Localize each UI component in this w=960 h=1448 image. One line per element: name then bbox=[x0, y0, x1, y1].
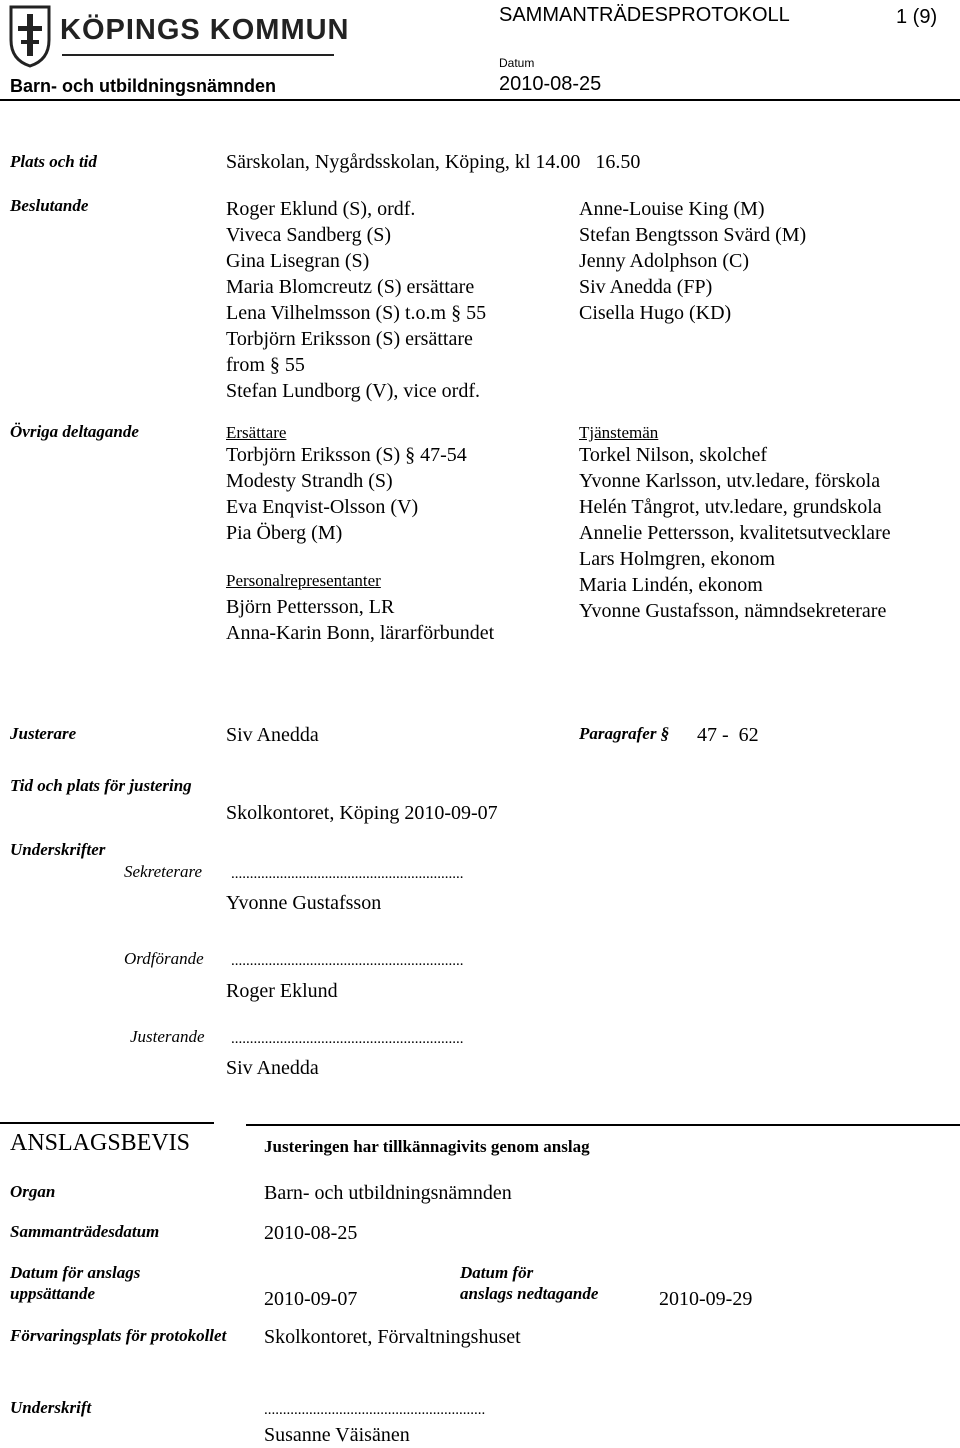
list-item: Jenny Adolphson (C) bbox=[579, 250, 749, 272]
time-place-value: Skolkontoret, Köping 2010-09-07 bbox=[226, 802, 498, 824]
adjuster-value: Siv Anedda bbox=[226, 724, 319, 746]
chair-name: Roger Eklund bbox=[226, 980, 338, 1002]
list-item: Helén Tångrot, utv.ledare, grundskola bbox=[579, 496, 882, 518]
list-item: Björn Pettersson, LR bbox=[226, 596, 395, 618]
list-item: Cisella Hugo (KD) bbox=[579, 302, 732, 324]
list-item: Torbjörn Eriksson (S) ersättare bbox=[226, 328, 473, 350]
paragraphs-label: Paragrafer § bbox=[579, 724, 670, 743]
signature-name: Susanne Väisänen bbox=[264, 1424, 410, 1446]
list-item: Pia Öberg (M) bbox=[226, 522, 343, 544]
others-label: Övriga deltagande bbox=[10, 422, 139, 441]
list-item: Stefan Bengtsson Svärd (M) bbox=[579, 224, 807, 246]
list-item: Roger Eklund (S), ordf. bbox=[226, 198, 416, 220]
list-item: Anna-Karin Bonn, lärarförbundet bbox=[226, 622, 495, 644]
notice-rule-left bbox=[0, 1122, 214, 1124]
list-item: Maria Lindén, ekonom bbox=[579, 574, 763, 596]
list-item: from § 55 bbox=[226, 354, 305, 376]
removal-date-value: 2010-09-29 bbox=[659, 1288, 753, 1310]
decision-right-list bbox=[579, 196, 806, 326]
list-item: Stefan Lundborg (V), vice ordf. bbox=[226, 380, 481, 402]
adjusting-signature-line: .............................................................. bbox=[231, 1031, 464, 1047]
adjusting-label: Justerande bbox=[130, 1027, 205, 1046]
posting-date-label-line-1: Datum för anslags bbox=[10, 1263, 141, 1282]
protocol-title: SAMMANTRÄDESPROTOKOLL bbox=[499, 4, 790, 26]
list-item: Yvonne Karlsson, utv.ledare, förskola bbox=[579, 470, 881, 492]
list-item: Torkel Nilson, skolchef bbox=[579, 444, 768, 466]
posting-date-label-line-2: uppsättande bbox=[10, 1284, 96, 1303]
signature-line: ........................................................... bbox=[264, 1402, 486, 1418]
committee-name: Barn- och utbildningsnämnden bbox=[10, 76, 276, 96]
removal-date-label-line-2: anslags nedtagande bbox=[460, 1284, 599, 1303]
secretary-label: Sekreterare bbox=[124, 862, 203, 881]
signatures-label: Underskrifter bbox=[10, 840, 106, 859]
chair-signature-line: .............................................................. bbox=[231, 953, 464, 969]
storage-label: Förvaringsplats för protokollet bbox=[10, 1326, 227, 1345]
chair-label: Ordförande bbox=[124, 949, 204, 968]
page-number: 1 (9) bbox=[896, 6, 938, 28]
notice-statement: Justeringen har tillkännagivits genom anslag bbox=[264, 1137, 590, 1156]
place-value: Särskolan, Nygårdsskolan, Köping, kl 14.00 16.50 bbox=[226, 151, 641, 173]
secretary-name: Yvonne Gustafsson bbox=[226, 892, 382, 914]
header-rule bbox=[0, 99, 960, 101]
list-item: Anne-Louise King (M) bbox=[579, 198, 765, 220]
posting-date-label bbox=[10, 1262, 140, 1304]
secretary-signature-line: .............................................................. bbox=[231, 866, 464, 882]
list-item: Siv Anedda (FP) bbox=[579, 276, 713, 298]
posting-date-value: 2010-09-07 bbox=[264, 1288, 358, 1310]
decision-label: Beslutande bbox=[10, 196, 89, 215]
substitutes-heading: Ersättare bbox=[226, 423, 287, 442]
coat-of-arms-icon bbox=[8, 4, 52, 68]
organ-label: Organ bbox=[10, 1182, 56, 1201]
adjusting-name: Siv Anedda bbox=[226, 1057, 319, 1079]
removal-date-label-line-1: Datum för bbox=[460, 1263, 534, 1282]
meeting-date-value: 2010-08-25 bbox=[264, 1222, 358, 1244]
list-item: Viveca Sandberg (S) bbox=[226, 224, 392, 246]
date-label: Datum bbox=[499, 56, 535, 70]
list-item: Torbjörn Eriksson (S) § 47-54 bbox=[226, 444, 467, 466]
removal-date-label bbox=[460, 1262, 598, 1304]
adjuster-label: Justerare bbox=[10, 724, 77, 743]
meeting-date-label: Sammanträdesdatum bbox=[10, 1222, 160, 1241]
list-item: Lena Vilhelmsson (S) t.o.m § 55 bbox=[226, 302, 487, 324]
staff-reps-heading: Personalrepresentanter bbox=[226, 571, 381, 590]
storage-value: Skolkontoret, Förvaltningshuset bbox=[264, 1326, 521, 1348]
list-item: Annelie Pettersson, kvalitetsutvecklare bbox=[579, 522, 891, 544]
decision-left-list bbox=[226, 196, 486, 404]
substitutes-block bbox=[226, 420, 494, 646]
list-item: Eva Enqvist-Olsson (V) bbox=[226, 496, 419, 518]
officials-block bbox=[579, 420, 891, 624]
notice-title: ANSLAGSBEVIS bbox=[10, 1130, 191, 1156]
logo bbox=[8, 4, 350, 70]
time-place-label: Tid och plats för justering bbox=[10, 776, 192, 795]
list-item: Lars Holmgren, ekonom bbox=[579, 548, 776, 570]
logo-underline bbox=[62, 54, 334, 56]
place-label: Plats och tid bbox=[10, 152, 97, 171]
header-date: 2010-08-25 bbox=[499, 73, 602, 95]
paragraphs-value: 47 - 62 bbox=[697, 724, 759, 746]
list-item: Yvonne Gustafsson, nämndsekreterare bbox=[579, 600, 887, 622]
list-item: Maria Blomcreutz (S) ersättare bbox=[226, 276, 475, 298]
signature-label: Underskrift bbox=[10, 1398, 92, 1417]
notice-rule-right bbox=[246, 1124, 960, 1126]
list-item: Modesty Strandh (S) bbox=[226, 470, 393, 492]
officials-heading: Tjänstemän bbox=[579, 423, 659, 442]
logo-text: KÖPINGS KOMMUN bbox=[60, 14, 350, 46]
list-item: Gina Lisegran (S) bbox=[226, 250, 370, 272]
organ-value: Barn- och utbildningsnämnden bbox=[264, 1182, 512, 1204]
